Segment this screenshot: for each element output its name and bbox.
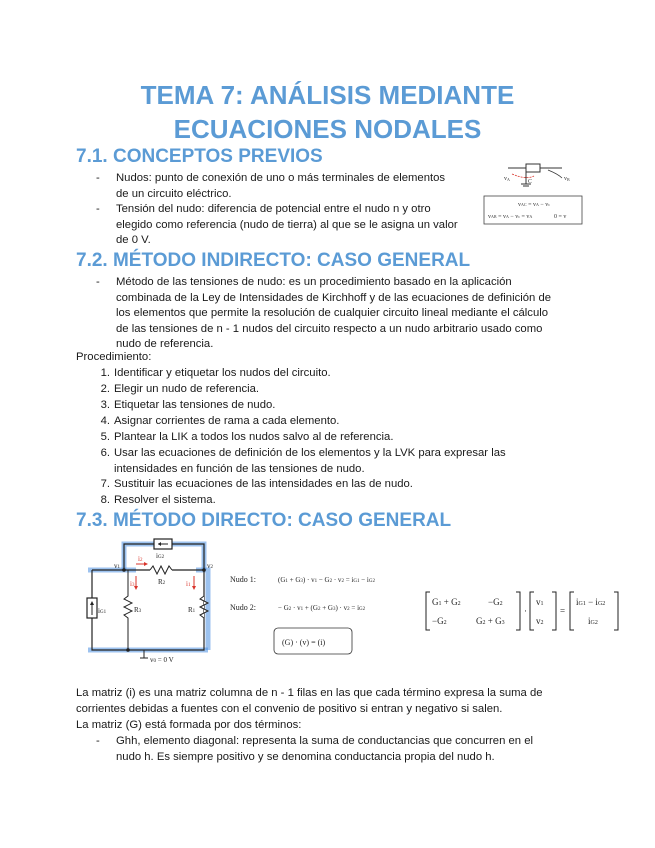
bullet-ghh: Ghh, elemento diagonal: representa la suma de conductancias que concurren en el nudo h. Es siempre positivo y se denomina conductancia propia del nudo h. [116, 735, 533, 763]
label-r2: R2 [158, 578, 166, 586]
resistor-r2 [150, 566, 172, 574]
step-number: 8. [100, 494, 110, 506]
label-i3: i3 [130, 580, 135, 588]
label-i2: i2 [138, 555, 143, 563]
bullet-nudos: Nudos: punto de conexión de uno o más terminales de elementos de un circuito eléctrico. [116, 172, 446, 200]
svg-text:=: = [560, 606, 566, 616]
node-c-label: C [528, 179, 533, 185]
matrix-g12: −G2 [488, 597, 503, 607]
step-number: 3. [100, 399, 110, 411]
matrix-form-text: (G) · (v) = (i) [282, 638, 326, 647]
section-heading-7-2: 7.2. MÉTODO INDIRECTO: CASO GENERAL [76, 250, 471, 271]
matrix-g11: G1 + G2 [432, 597, 461, 607]
node-a-label: vA [504, 176, 510, 182]
circuit-diagram [84, 536, 220, 664]
step-text: Asignar corrientes de rama a cada elemento. [114, 415, 340, 427]
step-number: 4. [100, 415, 110, 427]
step-text: Elegir un nudo de referencia. [114, 383, 260, 395]
eq-zero: 0 = v [554, 214, 567, 220]
bullet-marker: - [96, 203, 100, 215]
label-i1: i1 [186, 580, 191, 588]
step-text: Usar las ecuaciones de definición de los elementos y la LVK para expresar las intensidades en función de las tensiones de nudo. [114, 447, 506, 475]
matrix-v1: v1 [536, 597, 544, 607]
svg-text:·: · [524, 606, 527, 616]
step-text: Resolver el sistema. [114, 494, 216, 506]
procedure-label: Procedimiento: [76, 351, 152, 363]
matrix-i2: iG2 [588, 616, 598, 626]
label-r1: R1 [188, 606, 196, 614]
label-ig1: iG1 [98, 607, 107, 615]
matrix-i1: iG1 − iG2 [576, 597, 606, 607]
bullet-metodo-tensiones: Método de las tensiones de nudo: es un procedimiento basado en la aplicación combinada de la Ley de Intensidades de Kirchhoff y de las ecuaciones de definición de los elementos que permite la resolución de cualquier circuito lineal mediante el cálculo de las tensiones de n - 1 nudos del circuito respecto a un nudo arbitrario usado como nudo de referencia. [116, 276, 552, 351]
matrix-v2: v2 [536, 616, 544, 626]
node-equations [228, 570, 408, 662]
document-title-line2: ECUACIONES NODALES [173, 114, 482, 144]
step-text: Sustituir las ecuaciones de las intensidades en las de nudo. [114, 478, 413, 490]
node2-equation: − G2 · v1 + (G2 + G3) · v2 = iG2 [278, 604, 366, 612]
section-heading-7-3: 7.3. MÉTODO DIRECTO: CASO GENERAL [76, 510, 452, 531]
step-number: 2. [100, 383, 110, 395]
step-number: 1. [100, 367, 110, 379]
node1-equation: (G1 + G3) · v1 − G2 · v2 = iG1 − iG2 [278, 576, 375, 584]
paragraph-matriz-i: La matriz (i) es una matriz columna de n - 1 filas en las que cada término expresa la suma de corrientes debidas a fuentes con el convenio de positivo si entran y negativo si salen. [76, 687, 543, 715]
document-title-line1: TEMA 7: ANÁLISIS MEDIANTE [140, 80, 515, 110]
eq-vab: vAB = vA − vc = vA [488, 214, 533, 220]
matrix-equation [424, 588, 620, 634]
label-r3: R3 [134, 606, 142, 614]
step-text: Etiquetar las tensiones de nudo. [114, 399, 276, 411]
step-number: 6. [100, 447, 110, 459]
step-text: Identificar y etiquetar los nudos del circuito. [114, 367, 331, 379]
node-voltage-figure [478, 156, 586, 228]
node1-label: Nudo 1: [230, 575, 256, 584]
matrix-g21: −G2 [432, 616, 447, 626]
step-number: 7. [100, 478, 110, 490]
bullet-marker: - [96, 276, 100, 288]
step-text: Plantear la LIK a todos los nudos salvo al de referencia. [114, 431, 394, 443]
label-v2: v2 [207, 562, 213, 570]
label-v1: v1 [114, 562, 120, 570]
paragraph-matriz-g: La matriz (G) está formada por dos términos: [76, 719, 302, 731]
node2-label: Nudo 2: [230, 603, 256, 612]
node-b-label: vB [564, 176, 570, 182]
label-ig2: iG2 [156, 552, 165, 560]
matrix-g22: G2 + G3 [476, 616, 505, 626]
step-number: 5. [100, 431, 110, 443]
bullet-marker: - [96, 735, 100, 747]
eq-vac: vAC = vA − vc [518, 202, 551, 208]
label-ground: v0 = 0 V [150, 656, 174, 664]
bullet-marker: - [96, 172, 100, 184]
bullet-tension-nudo: Tensión del nudo: diferencia de potencial entre el nudo n y otro elegido como referencia (nudo de tierra) al que se le asigna un valor de 0 V. [116, 203, 458, 247]
section-heading-7-1: 7.1. CONCEPTOS PREVIOS [76, 146, 323, 167]
